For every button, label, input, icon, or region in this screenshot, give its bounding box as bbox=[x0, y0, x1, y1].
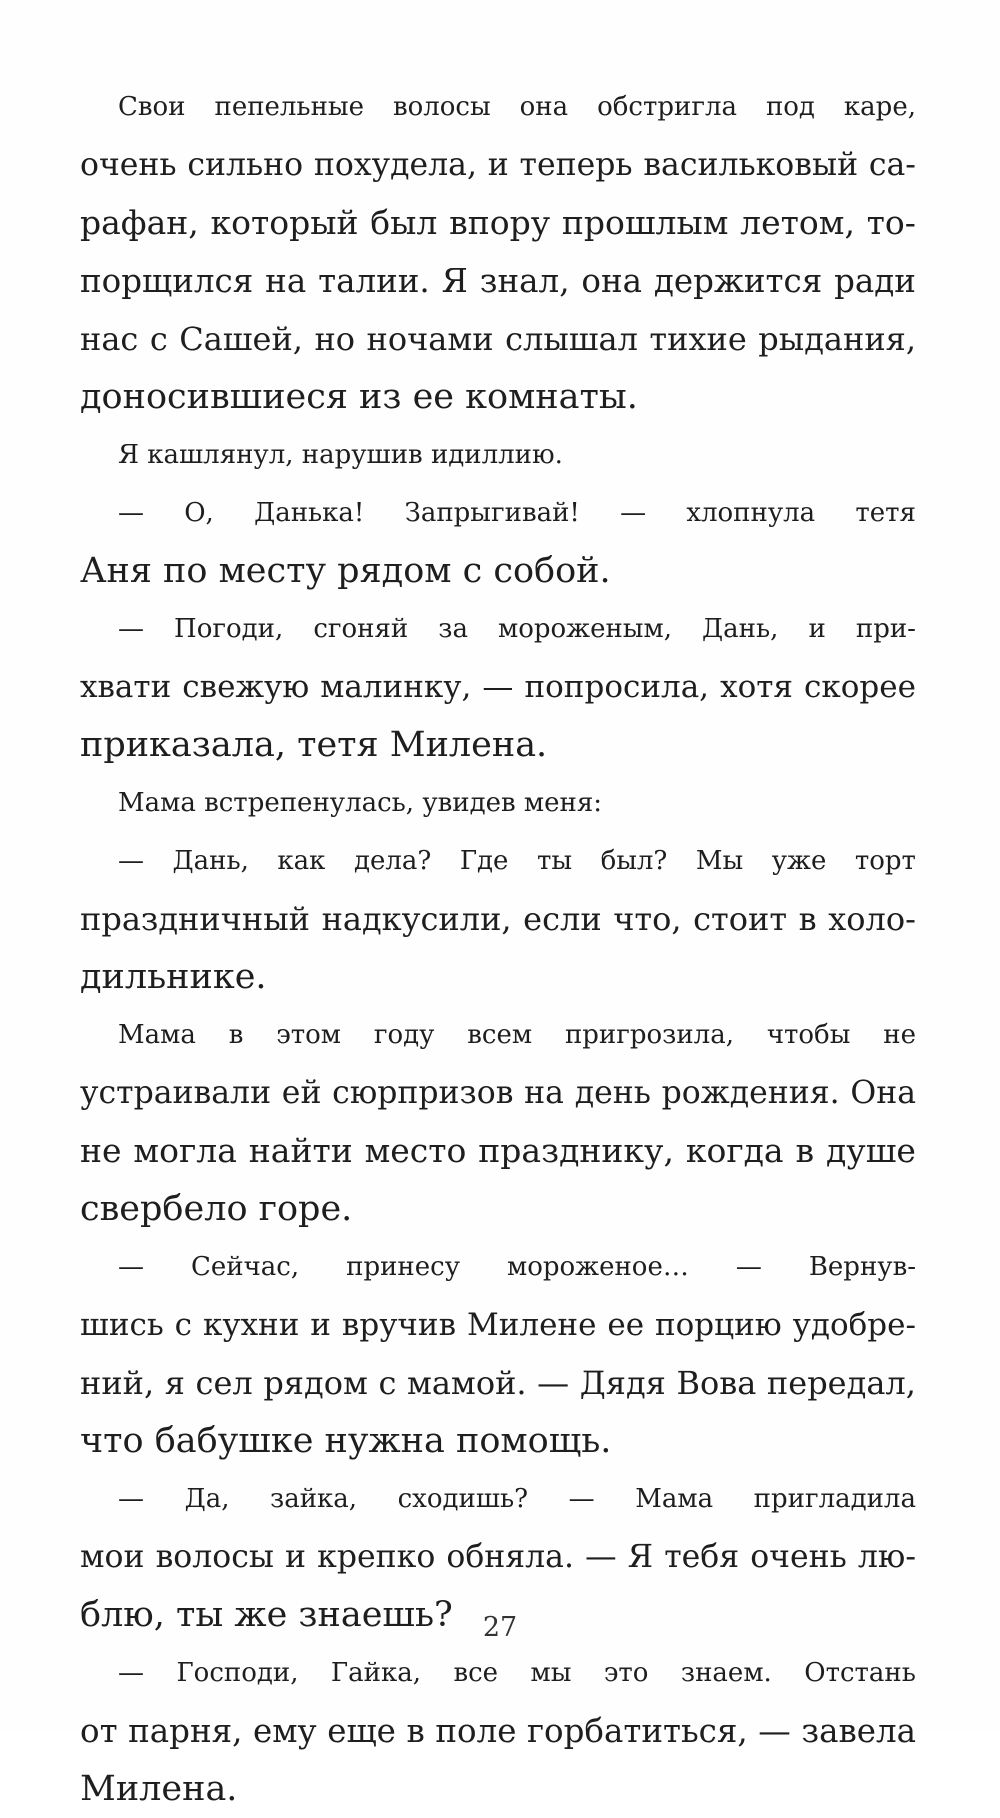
text-line: шись с кухни и вручив Милене ее порцию удобре- bbox=[80, 1307, 916, 1343]
paragraph bbox=[80, 1238, 916, 1470]
text-line: Милена. bbox=[80, 1769, 238, 1809]
paragraph bbox=[80, 1644, 916, 1818]
text-line: от парня, ему еще в поле горбатиться, — завела bbox=[80, 1712, 916, 1750]
text-line: — О, Данька! Запрыгивай! — хлопнула тетя bbox=[118, 498, 916, 528]
page-text bbox=[80, 78, 916, 1818]
paragraph bbox=[80, 600, 916, 774]
text-line: Мама в этом году всем пригрозила, чтобы не bbox=[118, 1020, 916, 1050]
text-line: хвати свежую малинку, — попросила, хотя скорее bbox=[80, 669, 916, 705]
paragraph bbox=[80, 832, 916, 1006]
text-line: блю, ты же знаешь? bbox=[80, 1595, 453, 1635]
paragraph bbox=[80, 1006, 916, 1238]
text-line: — Сейчас, принесу мороженое… — Вернув- bbox=[118, 1252, 916, 1282]
text-line: мои волосы и крепко обняла. — Я тебя очень лю- bbox=[80, 1539, 916, 1575]
page-number: 27 bbox=[482, 1612, 518, 1643]
text-line: — Да, зайка, сходишь? — Мама пригладила bbox=[118, 1484, 916, 1514]
text-line: очень сильно похудела, и теперь васильковый са- bbox=[80, 147, 916, 183]
text-line: устраивали ей сюрпризов на день рождения. Она bbox=[80, 1075, 916, 1111]
text-line: — Господи, Гайка, все мы это знаем. Отстань bbox=[118, 1658, 916, 1688]
text-line: свербело горе. bbox=[80, 1189, 353, 1229]
text-line: не могла найти место празднику, когда в душе bbox=[80, 1131, 916, 1170]
text-line: Аня по месту рядом с собой. bbox=[80, 551, 611, 591]
text-line: Свои пепельные волосы она обстригла под каре, bbox=[118, 92, 916, 122]
text-line: Я кашлянул, нарушив идиллию. bbox=[118, 440, 563, 470]
text-line: — Погоди, сгоняй за мороженым, Дань, и при- bbox=[118, 614, 916, 644]
text-line: ний, я сел рядом с мамой. — Дядя Вова передал, bbox=[80, 1364, 916, 1402]
text-line: доносившиеся из ее комнаты. bbox=[80, 377, 638, 417]
paragraph bbox=[80, 774, 916, 832]
text-line: праздничный надкусили, если что, стоит в холо- bbox=[80, 900, 916, 938]
paragraph bbox=[80, 78, 916, 426]
text-line: порщился на талии. Я знал, она держится ради bbox=[80, 262, 916, 300]
paragraph bbox=[80, 426, 916, 484]
text-line: Мама встрепенулась, увидев меня: bbox=[118, 788, 602, 818]
text-line: дильнике. bbox=[80, 957, 267, 997]
text-line: — Дань, как дела? Где ты был? Мы уже торт bbox=[118, 846, 916, 876]
text-line: нас с Сашей, но ночами слышал тихие рыдания, bbox=[80, 320, 916, 358]
text-line: приказала, тетя Милена. bbox=[80, 725, 548, 765]
text-line: рафан, который был впору прошлым летом, то- bbox=[80, 203, 916, 242]
paragraph bbox=[80, 484, 916, 600]
text-line: что бабушке нужна помощь. bbox=[80, 1421, 612, 1461]
